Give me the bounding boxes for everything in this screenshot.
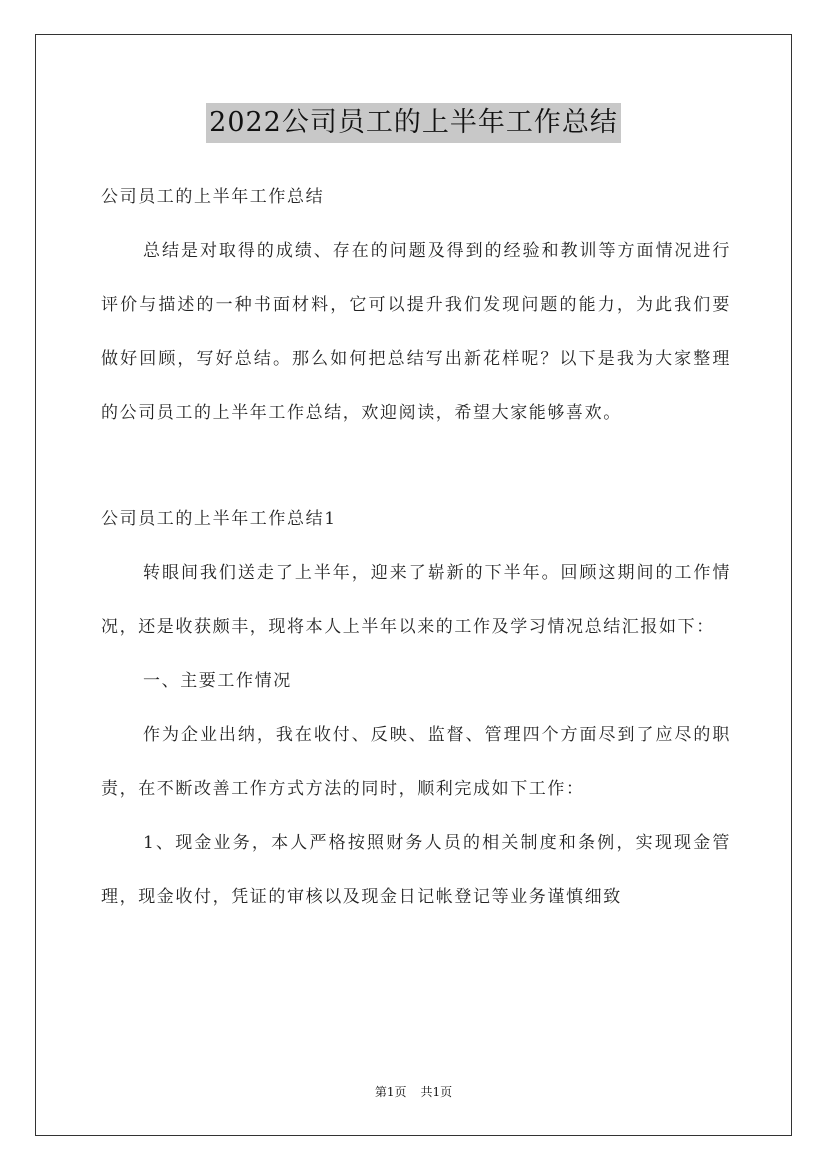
document-title: 2022公司员工的上半年工作总结: [206, 103, 621, 143]
intro-paragraph: 总结是对取得的成绩、存在的问题及得到的经验和教训等方面情况进行评价与描述的一种书面材料，它可以提升我们发现问题的能力，为此我们要做好回顾，写好总结。那么如何把总结写出新花样呢？以下是我为大家整理的公司员工的上半年工作总结，欢迎阅读，希望大家能够喜欢。: [101, 241, 731, 423]
document-body: [101, 170, 731, 924]
section-paragraph-2: 作为企业出纳，我在收付、反映、监督、管理四个方面尽到了应尽的职责，在不断改善工作方式方法的同时，顺利完成如下工作：: [101, 725, 731, 799]
section-paragraph-3: 1、现金业务，本人严格按照财务人员的相关制度和条例，实现现金管理，现金收付，凭证的审核以及现金日记帐登记等业务谨慎细致: [101, 833, 731, 907]
section-heading: 公司员工的上半年工作总结1: [101, 509, 337, 529]
page-number: 第1页: [374, 1085, 407, 1099]
subtitle: 公司员工的上半年工作总结: [101, 187, 325, 207]
section-subheading: 一、主要工作情况: [143, 671, 292, 691]
title-wrap: [36, 103, 791, 143]
page-total: 共1页: [420, 1085, 453, 1099]
section-paragraph-1: 转眼间我们送走了上半年，迎来了崭新的下半年。回顾这期间的工作情况，还是收获颇丰，现将本人上半年以来的工作及学习情况总结汇报如下：: [101, 563, 731, 637]
document-page: [35, 34, 792, 1136]
page-footer: [36, 1083, 791, 1100]
paragraph-gap: [101, 440, 731, 492]
